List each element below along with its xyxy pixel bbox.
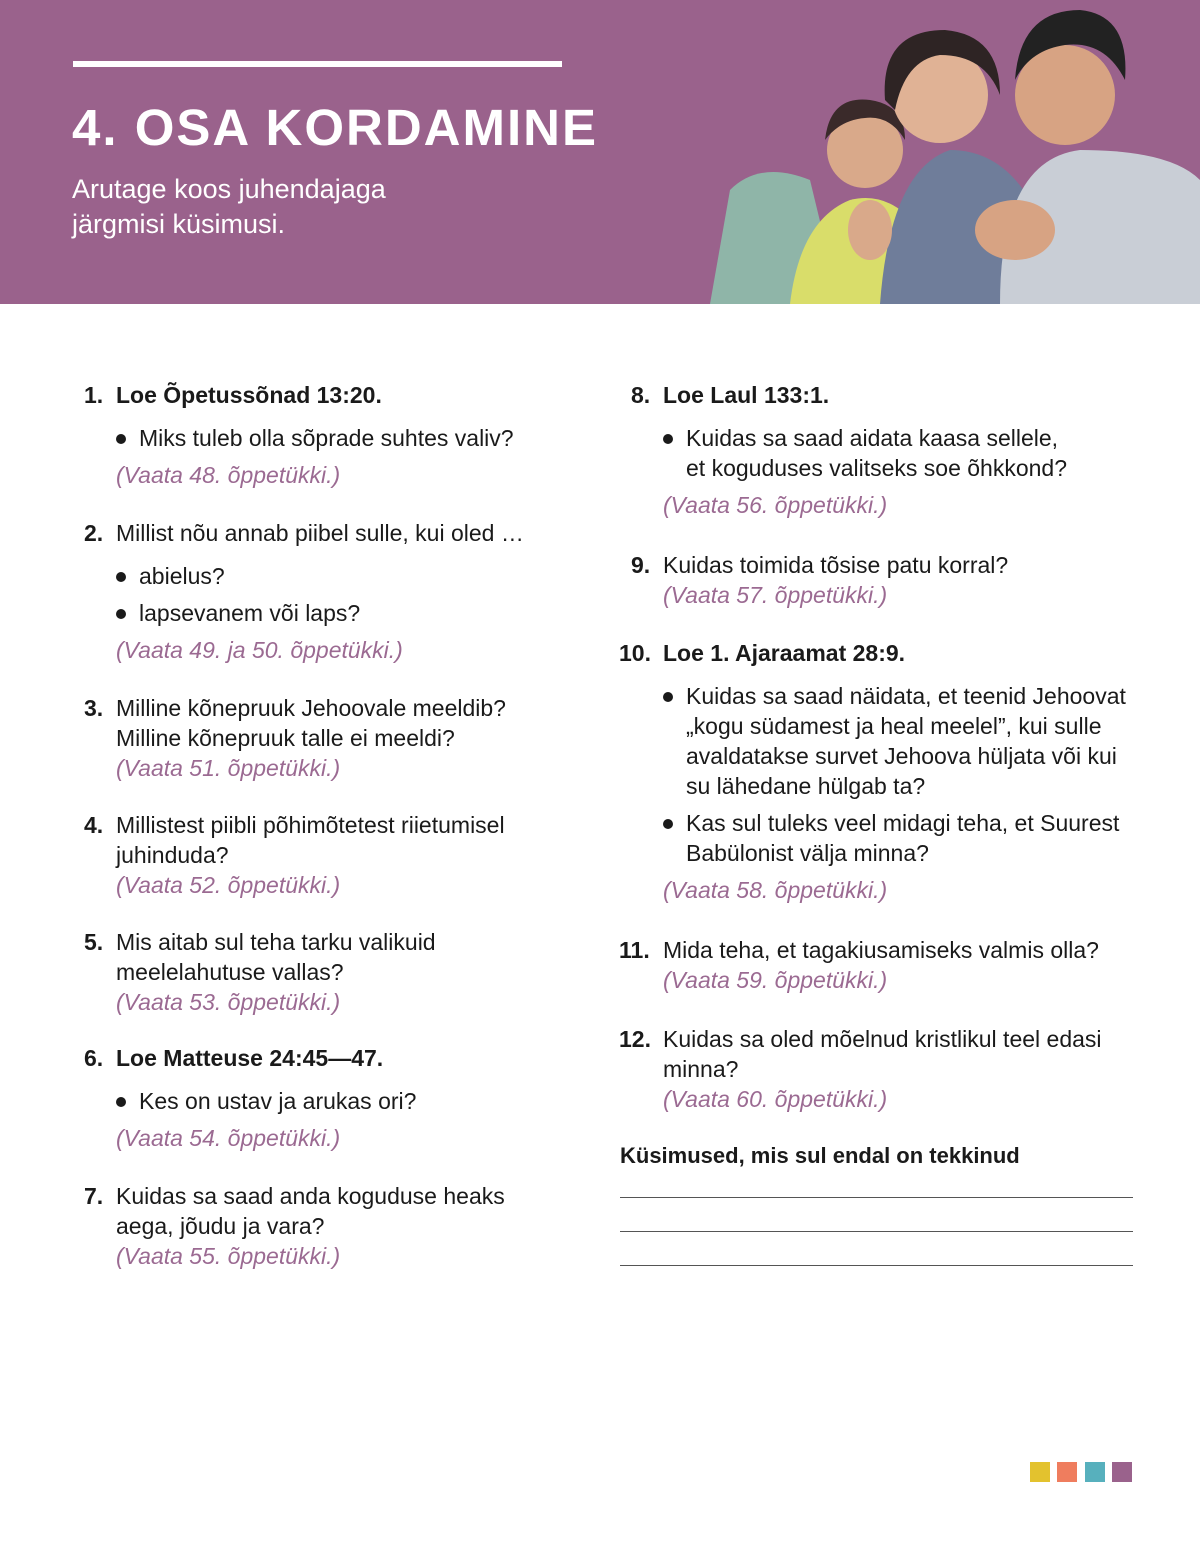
page-title: 4. OSA KORDAMINE <box>72 99 598 156</box>
color-square-orange <box>1057 1462 1077 1482</box>
question-number: 4. <box>84 812 104 838</box>
lesson-reference: (Vaata 53. õppetükki.) <box>116 989 341 1015</box>
question-number: 9. <box>631 552 651 578</box>
question-10 <box>619 638 1139 905</box>
lesson-reference: (Vaata 59. õppetükki.) <box>663 967 888 993</box>
question-text: Millist nõu annab piibel sulle, kui oled … <box>116 520 524 546</box>
header-rule <box>73 61 562 67</box>
bullet-item: Miks tuleb olla sõprade suhtes valiv? <box>116 423 584 453</box>
question-number: 10. <box>619 640 651 666</box>
question-text: Loe Õpetussõnad 13:20. <box>116 382 382 408</box>
question-number: 1. <box>84 382 104 408</box>
bullet-item: Kuidas sa saad aidata kaasa sellele, et koguduses valitseks soe õhkkond? <box>663 423 1083 483</box>
question-number: 5. <box>84 929 104 955</box>
question-5 <box>84 927 484 1017</box>
question-3 <box>84 693 534 783</box>
question-number: 7. <box>84 1183 104 1209</box>
question-text: Millistest piibli põhimõtetest riietumisel juhinduda? <box>116 812 505 868</box>
lesson-reference: (Vaata 60. õppetükki.) <box>663 1086 888 1112</box>
color-square-purple <box>1112 1462 1132 1482</box>
color-square-teal <box>1085 1462 1105 1482</box>
question-9 <box>631 550 1131 610</box>
question-1 <box>84 380 584 490</box>
page-subtitle: Arutage koos juhendajaga järgmisi küsimusi. <box>72 174 386 239</box>
question-11 <box>619 935 1119 995</box>
header-banner <box>0 0 1200 304</box>
question-text: Mis aitab sul teha tarku valikuid meelelahutuse vallas? <box>116 929 436 985</box>
question-text: Mida teha, et tagakiusamiseks valmis olla? <box>663 937 1099 963</box>
bullet-item: Kes on ustav ja arukas ori? <box>116 1086 584 1116</box>
question-number: 12. <box>619 1026 651 1052</box>
bullet-item: lapsevanem või laps? <box>116 598 584 628</box>
bullet-item: Kuidas sa saad näidata, et teenid Jehoovat „kogu südamest ja heal meelel”, kui sulle avaldatakse survet Jehoova hüljata või kui su lähedane hülgab ta? <box>663 681 1139 801</box>
question-text: Kuidas sa oled mõelnud kristlikul teel edasi minna? <box>663 1026 1102 1082</box>
lesson-reference: (Vaata 56. õppetükki.) <box>663 492 888 518</box>
question-text: Milline kõnepruuk Jehoovale meeldib? Milline kõnepruuk talle ei meeldi? <box>116 695 506 751</box>
question-text: Loe Laul 133:1. <box>663 382 830 408</box>
question-text: Loe Matteuse 24:45—47. <box>116 1045 384 1071</box>
question-number: 11. <box>619 937 650 963</box>
answer-line[interactable] <box>620 1197 1133 1198</box>
praying-family-illustration <box>700 0 1200 304</box>
question-number: 6. <box>84 1045 104 1071</box>
question-8 <box>631 380 1111 520</box>
question-number: 3. <box>84 695 104 721</box>
question-number: 8. <box>631 382 651 408</box>
lesson-reference: (Vaata 58. õppetükki.) <box>663 877 888 903</box>
lesson-reference: (Vaata 55. õppetükki.) <box>116 1243 341 1269</box>
lesson-reference: (Vaata 54. õppetükki.) <box>116 1125 341 1151</box>
answer-line[interactable] <box>620 1231 1133 1232</box>
answer-line[interactable] <box>620 1265 1133 1266</box>
question-text: Kuidas sa saad anda koguduse heaks aega, jõudu ja vara? <box>116 1183 505 1239</box>
question-7 <box>84 1181 534 1271</box>
question-2 <box>84 518 584 665</box>
own-questions-label: Küsimused, mis sul endal on tekkinud <box>620 1143 1020 1168</box>
question-text: Loe 1. Ajaraamat 28:9. <box>663 640 906 666</box>
question-number: 2. <box>84 520 104 546</box>
lesson-reference: (Vaata 51. õppetükki.) <box>116 755 341 781</box>
lesson-reference: (Vaata 49. ja 50. õppetükki.) <box>116 637 403 663</box>
question-text: Kuidas toimida tõsise patu korral? <box>663 552 1009 578</box>
question-6 <box>84 1043 584 1153</box>
lesson-reference: (Vaata 52. õppetükki.) <box>116 872 341 898</box>
bullet-item: Kas sul tuleks veel midagi teha, et Suurest Babülonist välja minna? <box>663 808 1139 868</box>
color-square-yellow <box>1030 1462 1050 1482</box>
lesson-reference: (Vaata 48. õppetükki.) <box>116 462 341 488</box>
question-4 <box>84 810 554 900</box>
question-12 <box>619 1024 1119 1114</box>
bullet-item: abielus? <box>116 561 584 591</box>
lesson-reference: (Vaata 57. õppetükki.) <box>663 582 888 608</box>
